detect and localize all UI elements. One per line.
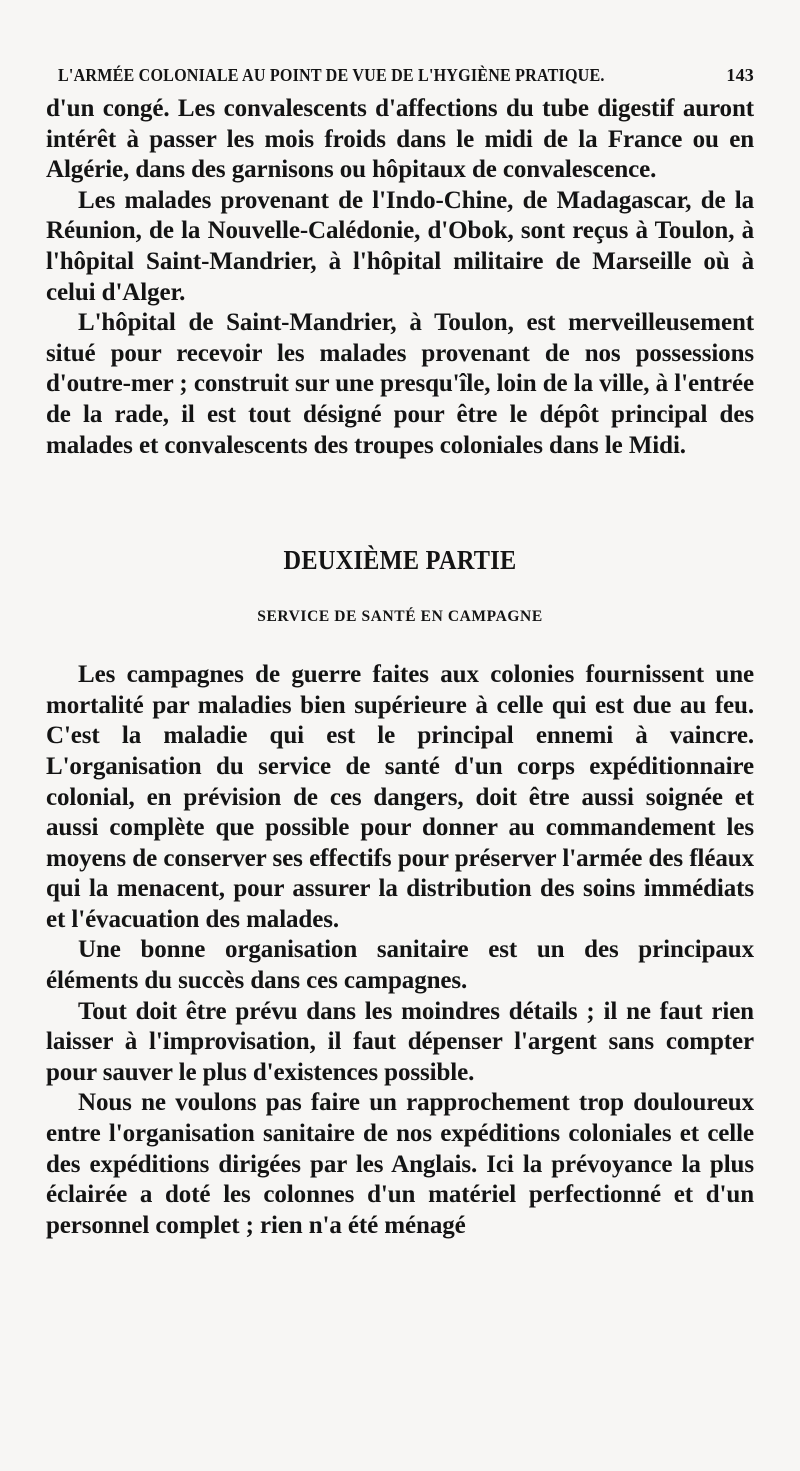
paragraph: Les campagnes de guerre faites aux colonies fournissent une mortalité par maladies bien supérieure à celle qui est due au feu. C'est la maladie qui est le principal ennemi à vaincre. L'organisation du service de santé d'un corps expéditionnaire colonial, en prévision de ces dangers, doit être aussi soignée et aussi complète que possible pour donner au commandement les moyens de conserver ses effectifs pour préserver l'armée des fléaux qui la menacent, pour assurer la distribution des soins immédiats et l'évacuation des malades. — [46, 661, 754, 933]
paragraph: Une bonne organisation sanitaire est un des principaux éléments du succès dans ces campagnes. — [46, 936, 754, 995]
paragraph: Tout doit être prévu dans les moindres détails ; il ne faut rien laisser à l'improvisation, il faut dépenser l'argent sans compter pour sauver le plus d'existences possible. — [46, 997, 754, 1086]
section-subheading: SERVICE DE SANTÉ EN CAMPAGNE — [257, 608, 543, 626]
running-header — [46, 60, 754, 90]
paragraph: L'hôpital de Saint-Mandrier, à Toulon, est merveilleusement situé pour recevoir les malades provenant de nos possessions d'outre-mer ; construit sur une presqu'île, loin de la ville, à l'entrée de la rade, il est tout désigné pour être le dépôt principal des malades et convalescents des troupes coloniales dans le Midi. — [46, 309, 754, 459]
paragraph: d'un congé. Les convalescents d'affections du tube digestif auront intérêt à passer les mois froids dans le midi de la France ou en Algérie, dans des garnisons ou hôpitaux de convalescence. — [46, 95, 754, 184]
book-page — [46, 60, 754, 1241]
page-number: 143 — [726, 65, 754, 85]
part-heading: DEUXIÈME PARTIE — [283, 545, 517, 576]
paragraph: Nous ne voulons pas faire un rapprochement trop douloureux entre l'organisation sanitaire de nos expéditions coloniales et celle des expéditions dirigées par les Anglais. Ici la prévoyance la plus éclairée a doté les colonnes d'un matériel perfectionné et d'un personnel complet ; rien n'a été ménagé — [46, 1089, 754, 1239]
running-title: L'ARMÉE COLONIALE AU POINT DE VUE DE L'HYGIÈNE PRATIQUE. — [58, 65, 605, 85]
paragraph: Les malades provenant de l'Indo-Chine, de Madagascar, de la Réunion, de la Nouvelle-Calédonie, d'Obok, sont reçus à Toulon, à l'hôpital Saint-Mandrier, à l'hôpital militaire de Marseille où à celui d'Alger. — [46, 186, 754, 306]
